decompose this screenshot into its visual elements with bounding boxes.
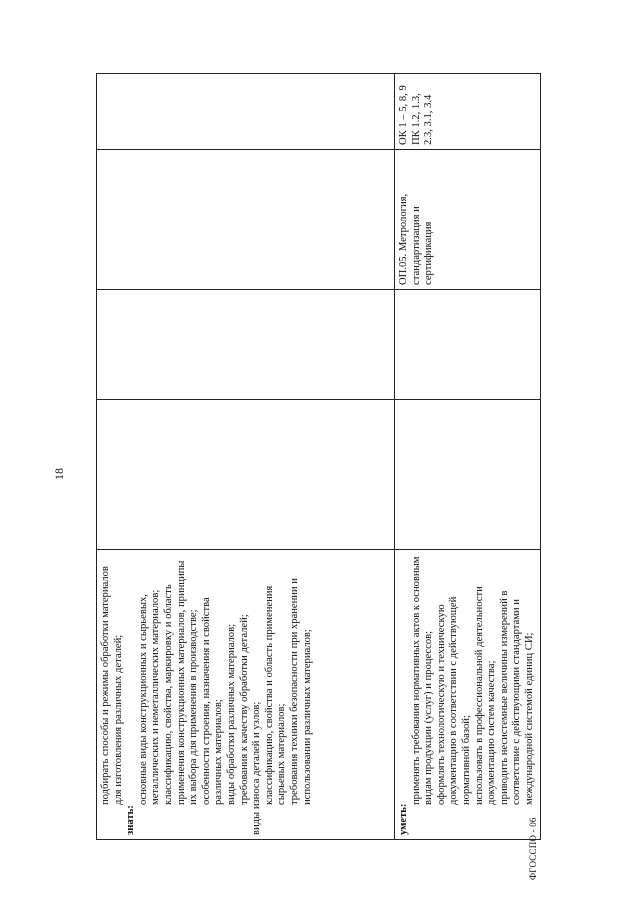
- requirement-line: оформлять технологическую и техническую документацию в соответствии с действующей нормативной базой;: [435, 596, 472, 805]
- competency-codes-cell: ОК 1 – 5, 8, 9 ПК 1.2, 1.3, 2.3, 3.1, 3.4: [395, 74, 541, 150]
- row1-col3-cell: [97, 290, 395, 400]
- rotated-page: [50, 70, 590, 880]
- table-row: [97, 74, 395, 840]
- requirement-line: приводить несистемные величины измерений в соответствие с действующими стандартами и международной системой единиц СИ;: [498, 590, 535, 805]
- page-number: 18: [52, 468, 66, 480]
- row1-col2-cell: [97, 400, 395, 550]
- competency-table: [96, 73, 541, 840]
- document-code: ФГОССПО - 06: [528, 817, 538, 880]
- requirement-line: подбирать способы и режимы обработки материалов для изготовления различных деталей;: [100, 566, 124, 805]
- requirement-line: применять требования нормативных актов к основным видам продукции (услуг) и процессов;: [410, 556, 435, 805]
- section-heading: уметь:: [398, 803, 409, 835]
- discipline-cell: ОП.05. Метрология, стандартизация и сертификация: [395, 150, 541, 290]
- row2-col2-cell: [395, 400, 541, 550]
- row1-col1-cell: [97, 550, 395, 840]
- requirement-line: особенности строения, назначения и свойства различных материалов;: [200, 597, 225, 805]
- requirement-line: использовать в профессиональной деятельности документацию систем качества;: [473, 586, 498, 805]
- requirement-line: основные виды конструкционных и сырьевых, металлических и неметаллических материалов;: [137, 589, 162, 805]
- row1-col4-cell: [97, 150, 395, 290]
- row1-col5-cell: [97, 74, 395, 150]
- requirement-line: виды обработки различных материалов;: [225, 623, 237, 805]
- requirement-line: классификацию, свойства и область применения сырьевых материалов;: [263, 585, 288, 805]
- requirement-line: требования к качеству обработки деталей;: [238, 614, 250, 805]
- section-heading: знать:: [125, 805, 137, 835]
- table-row: [395, 74, 541, 840]
- row2-col1-cell: [395, 550, 541, 840]
- requirement-line: требования техники безопасности при хранении и использовании различных материалов;: [288, 578, 313, 805]
- requirement-line: виды износа деталей и узлов;: [251, 701, 263, 835]
- requirement-line: классификацию, свойства, маркировку и область применения конструкционных материалов, принципы их выбора для применения в производстве;: [162, 560, 200, 805]
- row2-col3-cell: [395, 290, 541, 400]
